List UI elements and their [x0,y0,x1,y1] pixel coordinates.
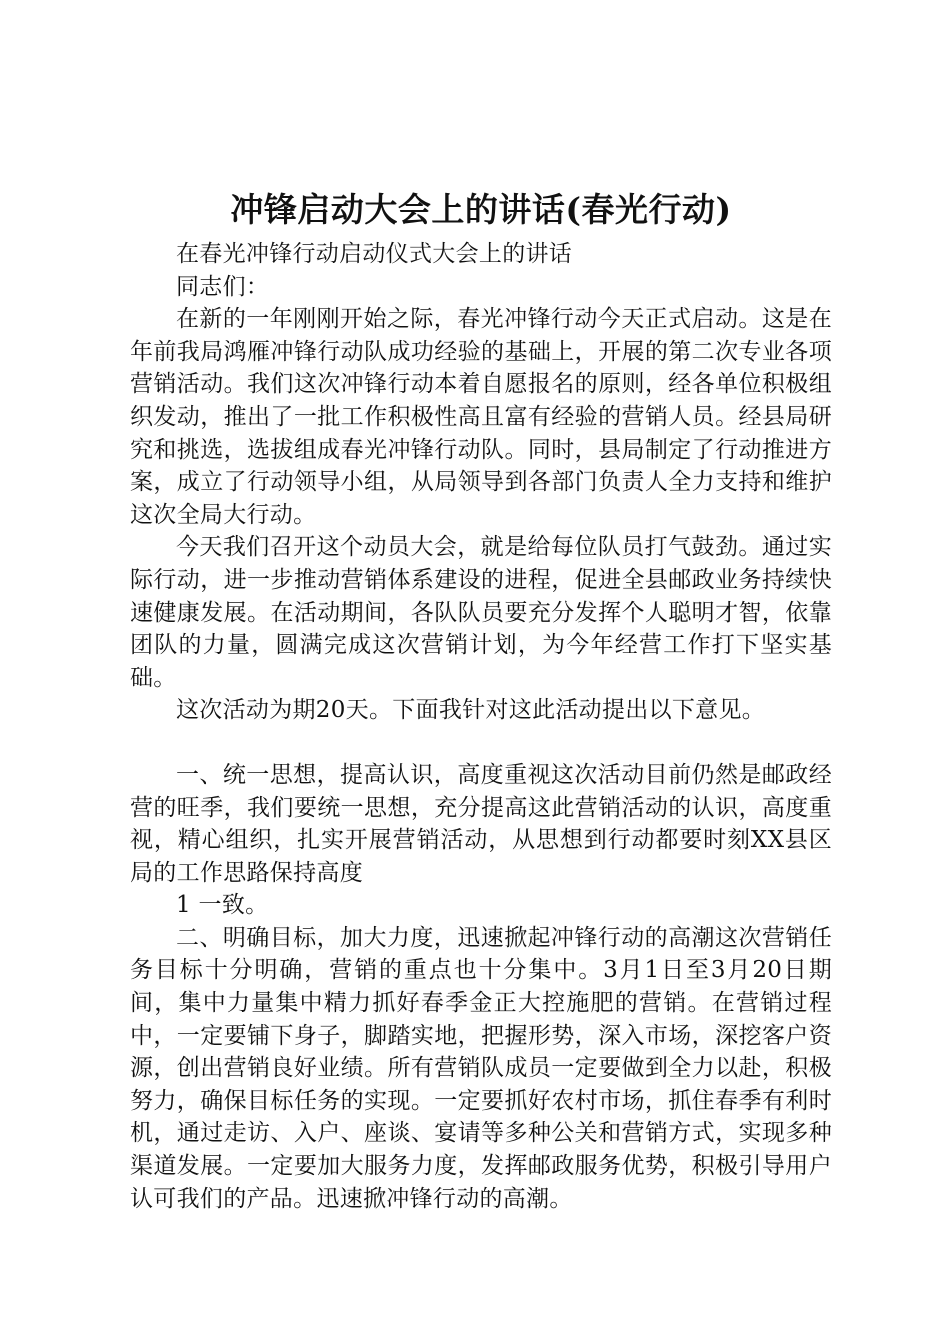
document-body [130,188,832,1215]
blank-line [130,727,832,759]
speech-subtitle: 在春光冲锋行动启动仪式大会上的讲话 [176,241,573,267]
section-one-tail: 1 一致。 [176,892,269,919]
document-title: 冲锋启动大会上的讲话(春光行动) [230,190,732,229]
paragraph-mobilization: 今天我们召开这个动员大会，就是给每位队员打气鼓劲。通过实际行动，进一步推动营销体系建设的进程，促进全县邮政业务持续快速健康发展。在活动期间，各队队员要充分发挥个人聪明才智，依靠团队的力量，圆满完成这次营销计划，为今年经营工作打下坚实基础。 [130,534,832,691]
paragraph-duration: 这次活动为期20天。下面我针对这此活动提出以下意见。 [176,697,766,724]
section-two: 二、明确目标，加大力度，迅速掀起冲锋行动的高潮这次营销任务目标十分明确，营销的重点也十分集中。3月1日至3月20日期间，集中力量集中精力抓好春季金正大控施肥的营销。在营销过程中，一定要铺下身子，脚踏实地，把握形势，深入市场，深挖客户资源，创出营销良好业绩。所有营销队成员一定要做到全力以赴，积极努力，确保目标任务的实现。一定要抓好农村市场，抓住春季有利时机，通过走访、入户、座谈、宴请等多种公关和营销方式，实现多种渠道发展。一定要加大服务力度，发挥邮政服务优势，积极引导用户认可我们的产品。迅速掀冲锋行动的高潮。 [130,924,832,1212]
paragraph-opening: 在新的一年刚刚开始之际，春光冲锋行动今天正式启动。这是在年前我局鸿雁冲锋行动队成功经验的基础上，开展的第二次专业各项营销活动。我们这次冲锋行动本着自愿报名的原则，经各单位积极组织发动，推出了一批工作积极性高且富有经验的营销人员。经县局研究和挑选，选拔组成春光冲锋行动队。同时，县局制定了行动推进方案，成立了行动领导小组，从局领导到各部门负责人全力支持和维护这次全局大行动。 [130,306,832,528]
salutation: 同志们： [176,273,270,300]
section-one: 一、统一思想，提高认识，高度重视这次活动目前仍然是邮政经营的旺季，我们要统一思想，充分提高这此营销活动的认识，高度重视，精心组织，扎实开展营销活动，从思想到行动都要时刻XX县区局的工作思路保持高度 [130,761,832,886]
